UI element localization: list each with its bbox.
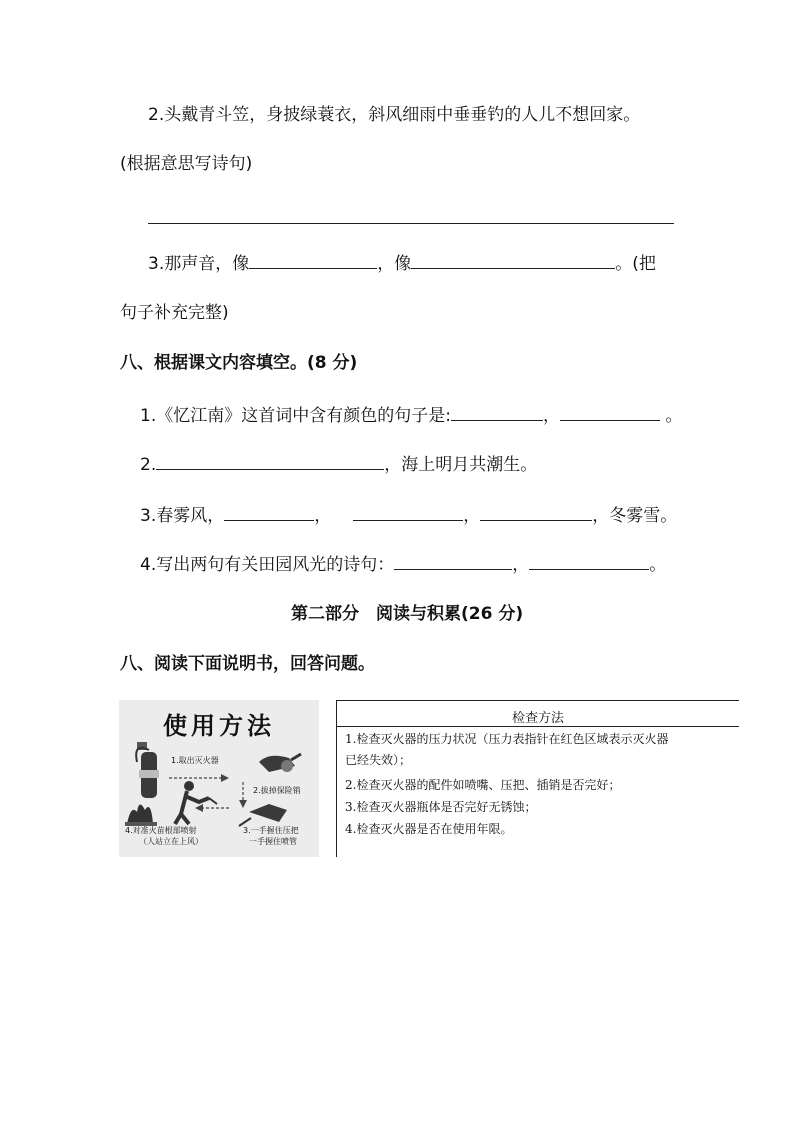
- check-method-title: 检查方法: [511, 711, 564, 726]
- question-2-note: (根据意思写诗句): [120, 154, 253, 174]
- answer-blank-8-2[interactable]: [156, 453, 384, 470]
- usage-step-4-line-2: （人站立在上风）: [139, 837, 203, 846]
- check-item-4: 4.检查灭火器是否在使用年限。: [345, 822, 513, 836]
- usage-step-2: 2.拔掉保险销: [253, 786, 301, 795]
- question-3-part4: 句子补充完整): [120, 303, 229, 323]
- section-8-item-3: [140, 504, 677, 527]
- question-3-part2: ，像: [377, 254, 412, 274]
- item-3-comma1: ，: [314, 506, 332, 526]
- item-4-end: 。: [649, 555, 667, 575]
- answer-blank-8-3b[interactable]: [353, 504, 463, 521]
- section-8-title: 八、根据课文内容填空。(8 分): [120, 353, 358, 373]
- question-3-line: [148, 252, 656, 275]
- answer-blank-8-4b[interactable]: [529, 553, 649, 570]
- answer-blank-8-4a[interactable]: [394, 553, 512, 570]
- check-item-3: 3.检查灭火器瓶体是否完好无锈蚀；: [345, 800, 537, 814]
- usage-step-3-line-1: 3.一手握住压把: [243, 826, 299, 835]
- section-8b-title: 八、阅读下面说明书，回答问题。: [120, 654, 375, 674]
- usage-step-1: 1.取出灭火器: [171, 756, 219, 765]
- item-1-prompt: 1.《忆江南》这首词中含有颜色的句子是:: [140, 406, 451, 426]
- check-item-1-line-2: 已经失效）；: [345, 753, 412, 767]
- check-item-2: 2.检查灭火器的配件如喷嘴、压把、插销是否完好；: [345, 778, 621, 792]
- answer-blank-q3-2[interactable]: [411, 252, 615, 269]
- item-2-end: ，海上明月共潮生。: [384, 455, 538, 475]
- item-3-prompt: 3.春雾风，: [140, 506, 225, 526]
- answer-blank-q3-1[interactable]: [249, 252, 377, 269]
- answer-line-q2[interactable]: [148, 223, 674, 224]
- item-1-end: 。: [659, 406, 683, 426]
- section-8-item-1: [140, 404, 682, 427]
- part-2-title: 第二部分 阅读与积累(26 分): [291, 604, 524, 624]
- check-method-divider: [337, 726, 739, 727]
- question-3-part3: 。(把: [615, 254, 656, 274]
- usage-instructions-image: [119, 700, 319, 857]
- usage-step-4-line-1: 4.对准火苗根部喷射: [125, 826, 197, 835]
- question-2-text: 2.头戴青斗笠，身披绿蓑衣，斜风细雨中垂垂钓的人儿不想回家。: [148, 105, 641, 125]
- item-1-comma: ，: [542, 406, 560, 426]
- check-method-box: [336, 700, 739, 857]
- usage-step-3-line-2: 一手握住喷管: [249, 837, 297, 846]
- item-4-prompt: 4.写出两句有关田园风光的诗句：: [140, 555, 395, 575]
- answer-blank-8-1a[interactable]: [451, 404, 543, 421]
- item-4-comma: ，: [512, 555, 530, 575]
- answer-blank-8-1b[interactable]: [560, 404, 660, 421]
- section-8-item-2: [140, 453, 537, 476]
- answer-blank-8-3c[interactable]: [480, 504, 592, 521]
- usage-image-title: 使用方法: [163, 711, 275, 740]
- item-3-end: ，冬雾雪。: [592, 506, 678, 526]
- section-8-item-4: [140, 553, 666, 576]
- item-3-comma2: ，: [463, 506, 481, 526]
- check-item-1-line-1: 1.检查灭火器的压力状况（压力表指针在红色区域表示灭火器: [345, 732, 669, 746]
- answer-blank-8-3a[interactable]: [224, 504, 314, 521]
- question-3-part1: 3.那声音，像: [148, 254, 250, 274]
- item-2-prompt: 2.: [140, 455, 157, 475]
